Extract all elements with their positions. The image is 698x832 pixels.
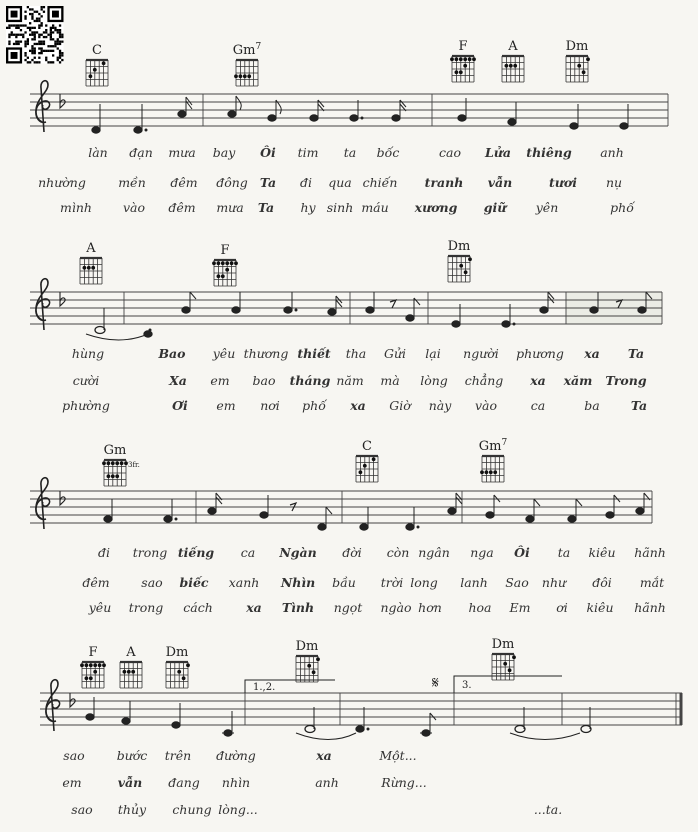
- finger-dot: [107, 474, 111, 478]
- chord-name: F: [458, 39, 468, 54]
- lyric-syllable: mưa: [168, 145, 196, 160]
- finger-dot: [83, 266, 87, 270]
- finger-dot: [93, 663, 97, 667]
- finger-dot: [463, 64, 467, 68]
- finger-dot: [463, 57, 467, 61]
- lyric-syllable: phường: [62, 398, 110, 413]
- lyric-syllable: đông: [216, 175, 248, 190]
- lyric-syllable: ca: [240, 545, 256, 560]
- lyric-syllable: trong: [128, 600, 164, 615]
- lyric-syllable: thương: [243, 346, 289, 361]
- chord-name: Dm: [447, 239, 471, 254]
- lyric-syllable: yêu: [88, 600, 112, 615]
- lyric-verse-2: [82, 575, 665, 590]
- finger-dot: [89, 663, 93, 667]
- finger-dot: [217, 261, 221, 265]
- finger-dot: [89, 74, 93, 78]
- lyric-syllable: Tình: [281, 600, 315, 615]
- chord-name: Dm: [165, 645, 189, 660]
- chord-diagram-a: [80, 241, 102, 284]
- lyric-syllable: hoa: [468, 600, 492, 615]
- chord-diagram-f: [212, 243, 238, 286]
- finger-dot: [464, 270, 468, 274]
- finger-dot: [186, 663, 190, 667]
- chord-name: F: [220, 243, 230, 258]
- finger-dot: [509, 64, 513, 68]
- lyric-syllable: hy: [300, 200, 316, 215]
- lyric-syllable: ta: [343, 145, 357, 160]
- lyric-syllable: Rừng...: [381, 775, 427, 790]
- chord-diagram-gm7: [233, 42, 262, 86]
- finger-dot: [131, 670, 135, 674]
- chord-diagram-c: [356, 439, 378, 482]
- lyric-syllable: đi: [300, 175, 312, 190]
- lyric-syllable: em: [216, 398, 236, 413]
- chord-name: A: [86, 241, 96, 256]
- lyric-syllable: ...ta.: [533, 802, 563, 817]
- finger-dot: [359, 470, 363, 474]
- key-signature-flat: [60, 491, 65, 505]
- lyric-syllable: hùng: [71, 346, 105, 361]
- lyric-syllable: tim: [297, 145, 319, 160]
- finger-dot: [512, 655, 516, 659]
- finger-dot: [221, 261, 225, 265]
- finger-dot: [480, 470, 484, 474]
- lyric-syllable: đôi: [592, 575, 612, 590]
- finger-dot: [513, 64, 517, 68]
- lyric-syllable: nơi: [260, 398, 280, 413]
- finger-dot: [489, 470, 493, 474]
- lyric-syllable: đời: [342, 545, 362, 560]
- lyric-syllable: Em: [509, 600, 531, 615]
- finger-dot: [312, 670, 316, 674]
- finger-dot: [459, 70, 463, 74]
- finger-dot: [450, 57, 454, 61]
- staff-2: [30, 279, 662, 340]
- finger-dot: [89, 676, 93, 680]
- lyric-syllable: kiêu: [586, 600, 614, 615]
- volta-1-2: 1.,2.: [253, 682, 276, 693]
- lyric-syllable: vào: [474, 398, 498, 413]
- lyric-syllable: cười: [72, 373, 100, 388]
- lyric-syllable: lòng: [420, 373, 448, 388]
- lyric-syllable: trời: [380, 575, 404, 590]
- chord-name: Dm: [295, 639, 319, 654]
- lyric-syllable: xa: [584, 346, 600, 361]
- finger-dot: [307, 664, 311, 668]
- lyric-syllable: người: [463, 346, 499, 361]
- lyric-syllable: Ôi: [260, 145, 276, 160]
- lyric-syllable: xa: [316, 748, 332, 763]
- lyric-syllable: hơn: [418, 600, 442, 615]
- finger-dot: [93, 670, 97, 674]
- lyric-syllable: biếc: [179, 575, 209, 590]
- finger-dot: [225, 261, 229, 265]
- lyric-syllable: mền: [118, 175, 146, 190]
- lyric-syllable: đang: [168, 775, 200, 790]
- finger-dot: [212, 261, 216, 265]
- lyric-syllable: đường: [216, 748, 256, 763]
- lyric-verse-3: [88, 600, 666, 615]
- finger-dot: [230, 261, 234, 265]
- finger-dot: [221, 274, 225, 278]
- lyric-syllable: xa: [246, 600, 262, 615]
- lyric-syllable: xa: [350, 398, 366, 413]
- finger-dot: [115, 474, 119, 478]
- lyric-syllable: em: [62, 775, 82, 790]
- lyric-syllable: ta: [557, 545, 571, 560]
- lyric-syllable: Nhìn: [280, 575, 316, 590]
- lyric-syllable: đêm: [168, 200, 196, 215]
- chord-name: A: [126, 645, 136, 660]
- lyric-syllable: bao: [252, 373, 276, 388]
- lyric-syllable: máu: [361, 200, 389, 215]
- lyric-syllable: kiêu: [588, 545, 616, 560]
- finger-dot: [239, 74, 243, 78]
- lyric-syllable: ca: [530, 398, 546, 413]
- lyric-verse-3: [71, 802, 562, 817]
- lyric-syllable: đêm: [170, 175, 198, 190]
- lyric-syllable: Giờ: [389, 398, 411, 413]
- lyric-syllable: nụ: [605, 175, 623, 190]
- lyric-syllable: năm: [336, 373, 364, 388]
- lyric-syllable: phố: [302, 398, 326, 413]
- lyric-verse-3: [60, 200, 635, 215]
- lyric-syllable: xương: [414, 200, 458, 215]
- lyric-syllable: như: [541, 575, 567, 590]
- lyric-syllable: Sao: [505, 575, 529, 590]
- finger-dot: [102, 663, 106, 667]
- treble-clef: [36, 478, 50, 529]
- finger-dot: [217, 274, 221, 278]
- lyric-syllable: Ơi: [172, 398, 188, 413]
- chord-name: Dm: [491, 637, 515, 652]
- chord-diagram-gm7: [479, 438, 508, 482]
- lyric-syllable: xăm: [563, 373, 593, 388]
- finger-dot: [80, 663, 84, 667]
- lyric-syllable: tươi: [549, 175, 577, 190]
- segno-sign: 𝄋: [432, 673, 439, 692]
- lyric-syllable: Ta: [630, 398, 648, 413]
- finger-dot: [586, 57, 590, 61]
- finger-dot: [225, 268, 229, 272]
- finger-dot: [372, 457, 376, 461]
- lyric-syllable: nhìn: [221, 775, 251, 790]
- finger-dot: [459, 57, 463, 61]
- staff-1: [30, 81, 668, 133]
- lyric-syllable: Xa: [169, 373, 187, 388]
- finger-dot: [468, 57, 472, 61]
- lyric-syllable: còn: [386, 545, 410, 560]
- lyric-syllable: tha: [345, 346, 367, 361]
- finger-dot: [247, 74, 251, 78]
- lyric-syllable: trong: [132, 545, 168, 560]
- finger-dot: [485, 470, 489, 474]
- finger-dot: [459, 264, 463, 268]
- lyric-syllable: ngào: [380, 600, 412, 615]
- finger-dot: [468, 257, 472, 261]
- chord-name: Gm$^7$: [232, 42, 262, 58]
- lyric-syllable: Ta: [257, 200, 275, 215]
- finger-dot: [102, 461, 106, 465]
- chord-diagram-f: [80, 645, 106, 688]
- finger-dot: [234, 74, 238, 78]
- lyric-syllable: mắt: [639, 575, 665, 590]
- lyric-verse-2: [62, 775, 426, 790]
- lyric-syllable: em: [210, 373, 230, 388]
- lyric-verse-1: [72, 346, 644, 361]
- chord-diagram-gm: [102, 443, 140, 486]
- lyric-syllable: long: [410, 575, 438, 590]
- lyric-syllable: đêm: [82, 575, 110, 590]
- lyric-syllable: Trong: [605, 373, 647, 388]
- finger-dot: [102, 61, 106, 65]
- lyric-syllable: này: [428, 398, 452, 413]
- lyric-syllable: hãnh: [634, 600, 666, 615]
- lyric-syllable: nga: [470, 545, 494, 560]
- chord-name: A: [508, 39, 518, 54]
- lyric-syllable: bước: [116, 748, 148, 763]
- finger-dot: [493, 470, 497, 474]
- finger-dot: [111, 474, 115, 478]
- finger-dot: [243, 74, 247, 78]
- chord-name: Gm$^7$: [478, 438, 508, 454]
- finger-dot: [91, 266, 95, 270]
- lyric-syllable: xa: [530, 373, 546, 388]
- lyric-syllable: đi: [98, 545, 110, 560]
- lyric-syllable: Lửa: [485, 145, 511, 160]
- treble-clef: [36, 279, 50, 330]
- lyric-syllable: đạn: [129, 145, 153, 160]
- lyric-syllable: Ngàn: [279, 545, 317, 560]
- lyric-syllable: Ta: [259, 175, 277, 190]
- finger-dot: [127, 670, 131, 674]
- lyric-syllable: tiếng: [177, 545, 215, 560]
- lyric-syllable: anh: [315, 775, 339, 790]
- finger-dot: [503, 662, 507, 666]
- finger-dot: [120, 461, 124, 465]
- finger-dot: [98, 663, 102, 667]
- lyric-verse-2: [73, 372, 647, 388]
- finger-dot: [505, 64, 509, 68]
- finger-dot: [234, 261, 238, 265]
- finger-dot: [123, 670, 127, 674]
- lyric-syllable: cao: [439, 145, 461, 160]
- lyric-syllable: chẳng: [464, 373, 504, 388]
- finger-dot: [93, 68, 97, 72]
- staff-3: [30, 478, 652, 530]
- lyric-syllable: thiêng: [526, 145, 572, 160]
- lyric-syllable: anh: [600, 145, 624, 160]
- lyric-syllable: chiến: [362, 175, 398, 190]
- lyric-syllable: yên: [535, 200, 559, 215]
- finger-dot: [107, 461, 111, 465]
- chord-name: Dm: [565, 39, 589, 54]
- lyric-syllable: tháng: [289, 373, 331, 388]
- lyric-syllable: lanh: [460, 575, 488, 590]
- fret-marker: 3fr.: [128, 461, 140, 469]
- lyric-syllable: giữ: [483, 200, 507, 215]
- key-signature-flat: [60, 94, 65, 108]
- lyric-syllable: thiết: [297, 346, 331, 361]
- lyric-syllable: mưa: [216, 200, 244, 215]
- lyric-syllable: ba: [584, 398, 600, 413]
- lyric-syllable: Ôi: [514, 545, 530, 560]
- chord-diagram-a: [120, 645, 142, 688]
- chord-diagram-dm: [166, 645, 190, 688]
- lyric-verse-1: [98, 544, 666, 560]
- chord-diagram-f: [450, 39, 476, 82]
- lyric-syllable: ngọt: [333, 600, 363, 615]
- lyric-syllable: ơi: [556, 600, 568, 615]
- lyric-verse-2: [38, 175, 622, 190]
- lyric-syllable: Bao: [158, 346, 186, 361]
- lyric-verse-3: [62, 398, 647, 413]
- chord-name: Gm: [103, 443, 127, 458]
- lyric-syllable: vẫn: [487, 175, 513, 190]
- lyric-syllable: chung: [172, 802, 212, 817]
- finger-dot: [85, 663, 89, 667]
- finger-dot: [85, 676, 89, 680]
- lyric-syllable: phương: [516, 346, 564, 361]
- lyric-syllable: qua: [328, 175, 352, 190]
- finger-dot: [508, 668, 512, 672]
- finger-dot: [182, 676, 186, 680]
- lyric-syllable: xanh: [228, 575, 260, 590]
- lyric-syllable: nhường: [38, 175, 86, 190]
- finger-dot: [87, 266, 91, 270]
- finger-dot: [316, 657, 320, 661]
- lyric-syllable: sao: [71, 802, 93, 817]
- chord-diagram-dm: [448, 239, 472, 282]
- lyric-syllable: sao: [141, 575, 163, 590]
- finger-dot: [577, 64, 581, 68]
- notes: [86, 697, 591, 740]
- treble-clef: [36, 81, 50, 132]
- finger-dot: [363, 464, 367, 468]
- volta-brackets: [245, 676, 562, 693]
- lyric-syllable: tranh: [424, 175, 464, 190]
- chord-name: C: [362, 439, 372, 454]
- finger-dot: [472, 57, 476, 61]
- finger-dot: [455, 57, 459, 61]
- chord-diagram-dm: [296, 639, 320, 682]
- chord-diagram-a: [502, 39, 524, 82]
- volta-3: 3.: [462, 680, 472, 691]
- key-signature-flat: [60, 292, 65, 306]
- lyric-syllable: bốc: [376, 145, 400, 160]
- lyric-syllable: Gửi: [383, 346, 407, 361]
- lyric-syllable: lòng...: [218, 802, 258, 817]
- finger-dot: [115, 461, 119, 465]
- staff-4: [40, 673, 682, 740]
- chord-name: F: [88, 645, 98, 660]
- chord-diagram-dm: [566, 39, 590, 82]
- chord-name: C: [92, 43, 102, 58]
- lyric-syllable: bầu: [332, 575, 356, 590]
- lyric-syllable: Một...: [379, 748, 417, 763]
- lyric-syllable: yêu: [212, 346, 236, 361]
- lyric-verse-1: [88, 144, 624, 160]
- lyric-syllable: mà: [380, 373, 400, 388]
- chord-diagram-c: [86, 43, 108, 86]
- lyric-syllable: vẫn: [117, 775, 143, 790]
- chord-diagram-dm: [492, 637, 516, 680]
- lyric-syllable: vào: [122, 200, 146, 215]
- lyric-syllable: lại: [425, 346, 441, 361]
- lyric-syllable: hãnh: [634, 545, 666, 560]
- lyric-syllable: làn: [88, 145, 108, 160]
- key-signature-flat: [70, 693, 75, 707]
- lyric-syllable: ngân: [418, 545, 450, 560]
- finger-dot: [455, 70, 459, 74]
- lyric-syllable: phố: [610, 200, 634, 215]
- finger-dot: [177, 670, 181, 674]
- lyric-syllable: trên: [164, 748, 192, 763]
- treble-clef: [46, 680, 60, 731]
- finger-dot: [582, 70, 586, 74]
- lyric-syllable: bay: [212, 145, 236, 160]
- lyric-syllable: sinh: [326, 200, 354, 215]
- lyric-syllable: sao: [63, 748, 85, 763]
- finger-dot: [111, 461, 115, 465]
- lyric-syllable: thủy: [117, 802, 147, 817]
- lyric-syllable: mình: [60, 200, 92, 215]
- lyric-syllable: Ta: [627, 346, 645, 361]
- lyric-verse-1: [63, 748, 416, 763]
- lyric-syllable: cách: [183, 600, 213, 615]
